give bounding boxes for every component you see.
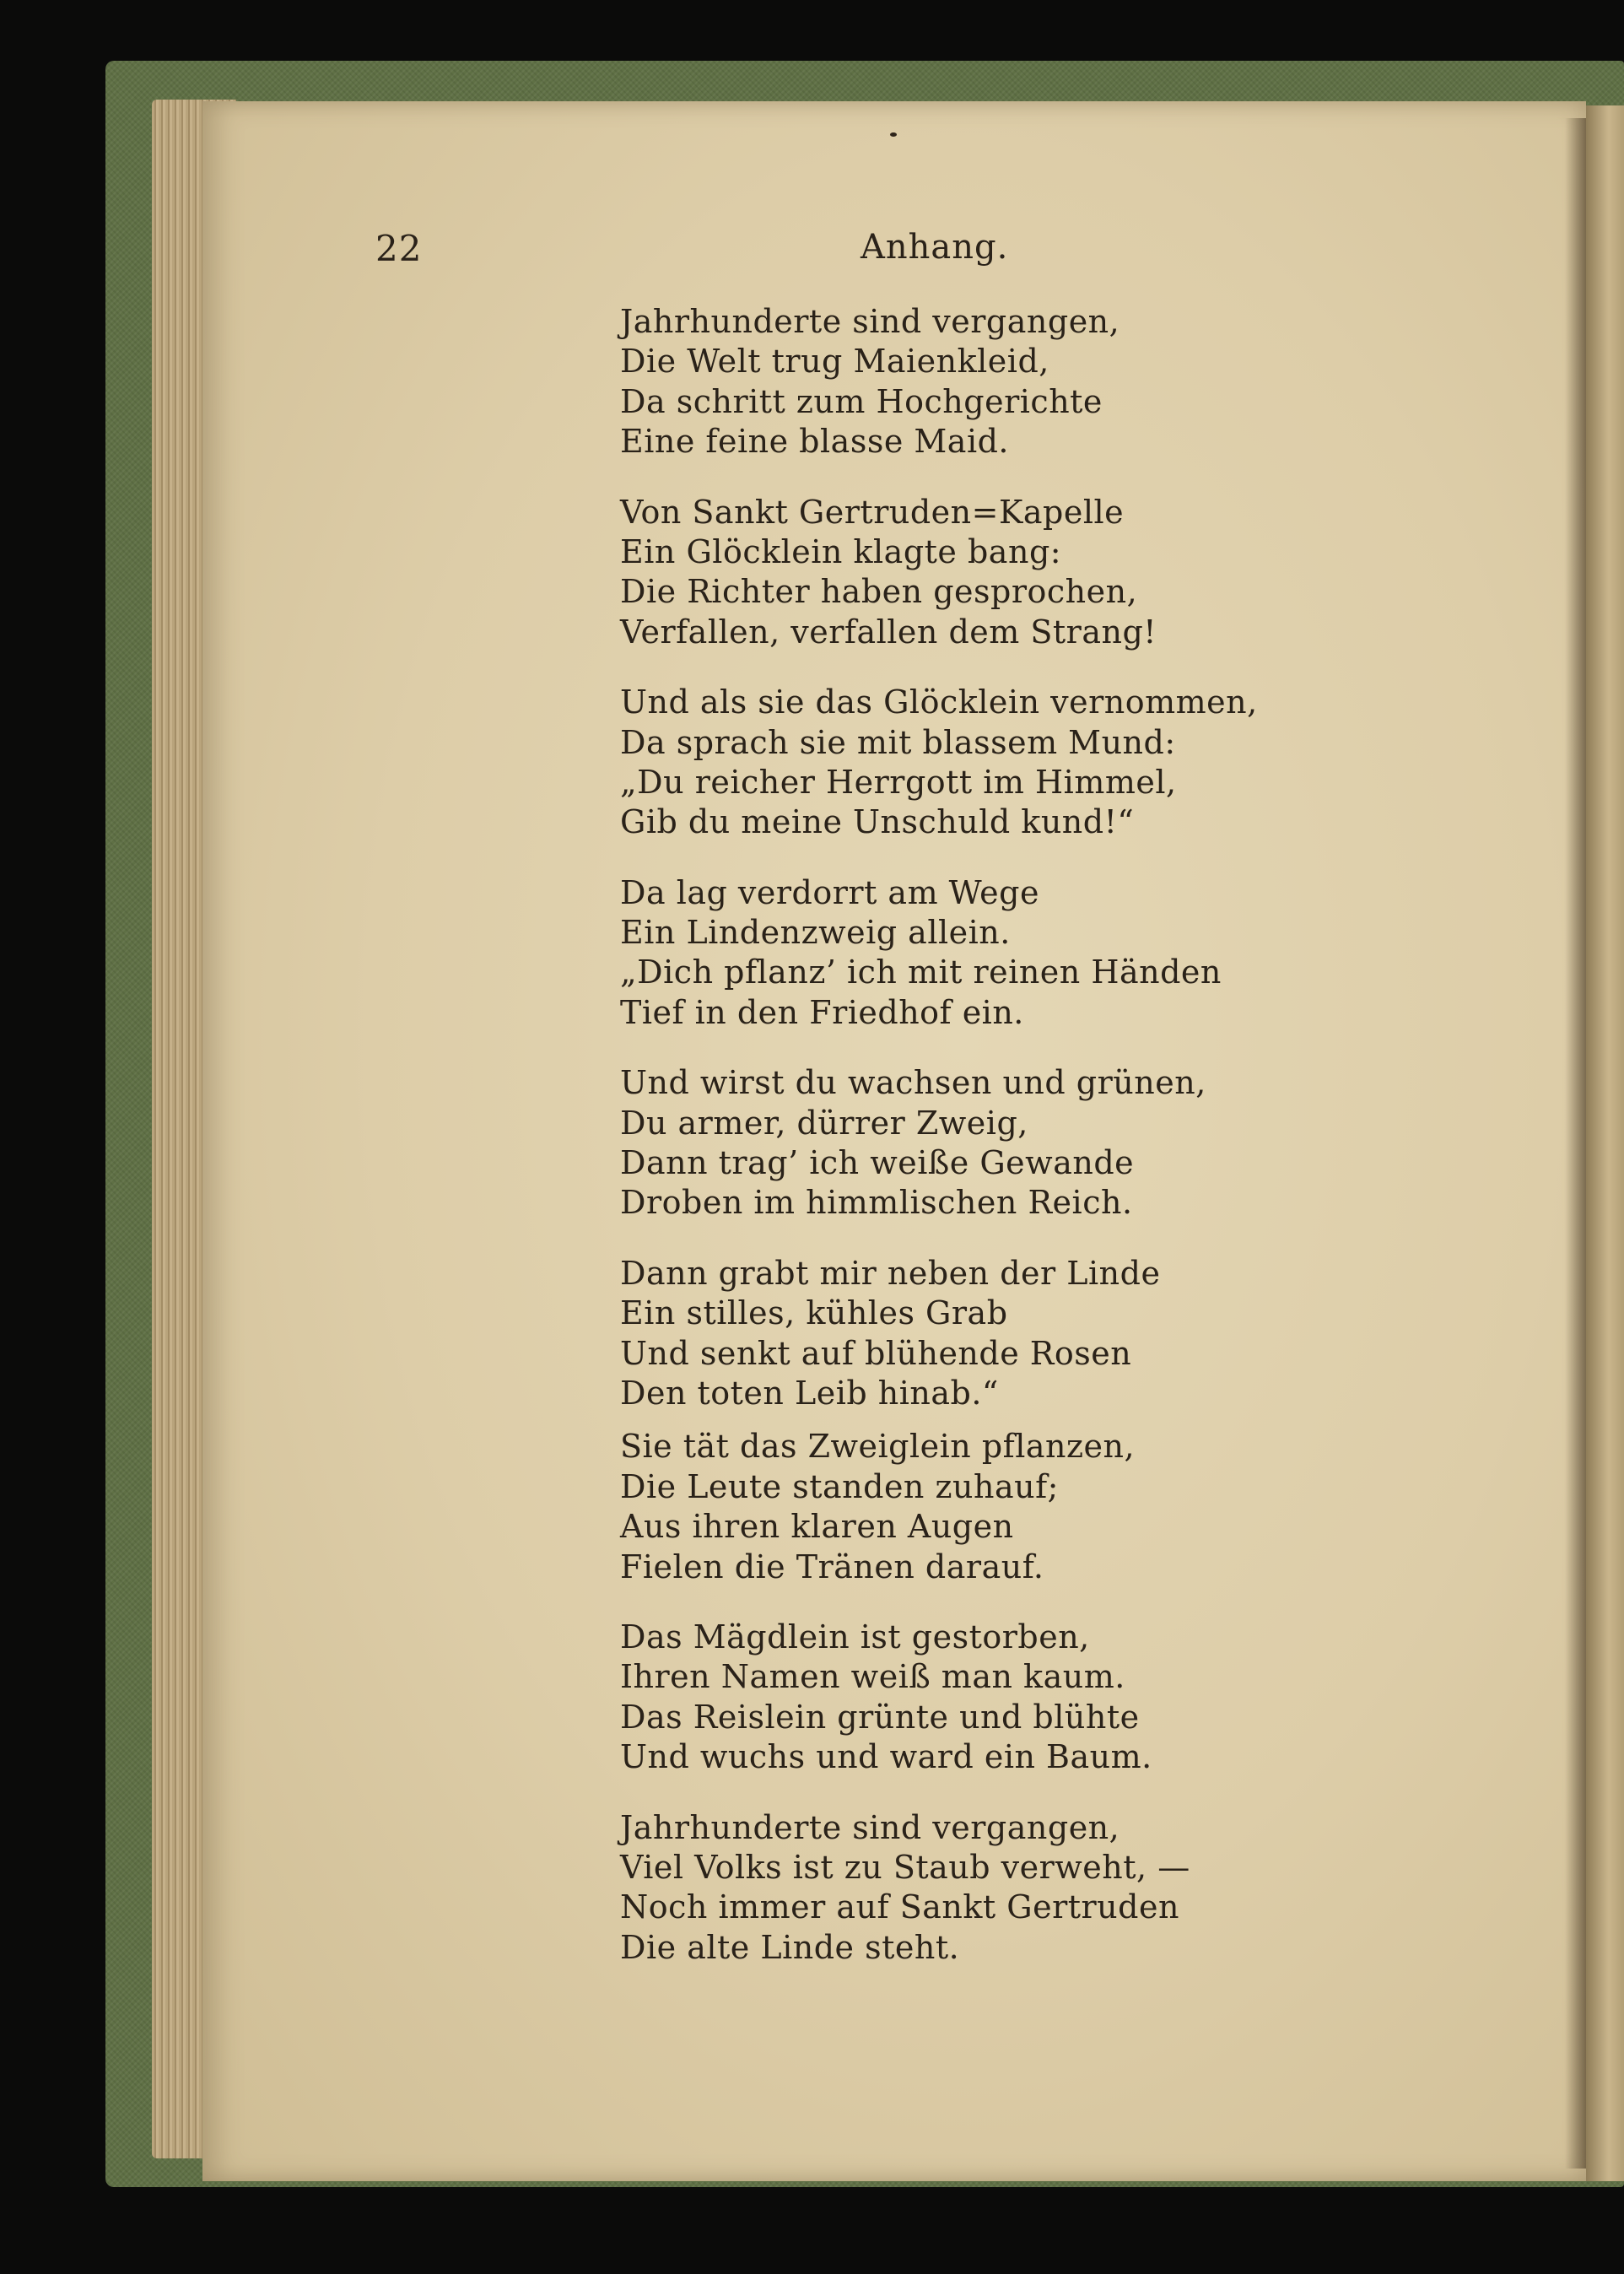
stanza — [620, 1063, 1514, 1223]
poem-line: Den toten Leib hinab.“ — [620, 1374, 999, 1412]
poem-line: Von Sankt Gertruden=Kapelle — [620, 493, 1125, 531]
poem-line: Sie tät das Zweiglein pflanzen, — [620, 1428, 1136, 1466]
poem-line: Dann trag’ ich weiße Gewande — [620, 1144, 1135, 1182]
poem-line: Da sprach sie mit blassem Mund: — [620, 723, 1176, 761]
poem-line: Das Mägdlein ist gestorben, — [620, 1618, 1090, 1656]
poem-line: Du armer, dürrer Zweig, — [620, 1104, 1028, 1142]
poem-line: Ein Lindenzweig allein. — [620, 914, 1011, 952]
poem-line: Und wuchs und ward ein Baum. — [620, 1738, 1152, 1776]
poem-line: Und als sie das Glöcklein vernommen, — [620, 683, 1258, 721]
running-head: Anhang. — [861, 228, 1009, 267]
poem-line: Verfallen, verfallen dem Strang! — [620, 613, 1157, 651]
poem-line: „Du reicher Herrgott im Himmel, — [620, 763, 1177, 801]
poem-line: Fielen die Tränen darauf. — [620, 1548, 1044, 1585]
poem-line: Und wirst du wachsen und grünen, — [620, 1064, 1206, 1102]
poem-line: Da schritt zum Hochgerichte — [620, 382, 1103, 420]
poem-line: Die alte Linde steht. — [620, 1928, 960, 1966]
poem-line: Gib du meine Unschuld kund!“ — [620, 803, 1135, 841]
poem-line: Viel Volks ist zu Staub verweht, — — [620, 1848, 1190, 1886]
poem-line: Ihren Namen weiß man kaum. — [620, 1658, 1125, 1696]
facing-page-edge — [1586, 105, 1624, 2181]
page-number: 22 — [375, 228, 423, 269]
poem-line: Die Richter haben gesprochen, — [620, 573, 1138, 611]
poem-line: Droben im himmlischen Reich. — [620, 1184, 1133, 1222]
ink-speck — [890, 132, 897, 137]
stanza — [620, 873, 1514, 1034]
poem-line: Dann grabt mir neben der Linde — [620, 1254, 1161, 1292]
poem-line: Da lag verdorrt am Wege — [620, 873, 1039, 911]
poem-line: Eine feine blasse Maid. — [620, 423, 1010, 461]
poem-line: Aus ihren klaren Augen — [620, 1508, 1014, 1546]
poem-line: Das Reislein grünte und blühte — [620, 1698, 1140, 1736]
poem-line: Die Welt trug Maienkleid, — [620, 343, 1049, 381]
poem-line: Die Leute standen zuhauf; — [620, 1467, 1059, 1505]
stanza — [620, 1427, 1514, 1587]
stanza — [620, 493, 1514, 653]
poem — [620, 302, 1514, 1998]
stanza — [620, 1254, 1514, 1414]
poem-line: Tief in den Friedhof ein. — [620, 993, 1024, 1031]
stanza — [620, 1618, 1514, 1778]
poem-line: Ein stilles, kühles Grab — [620, 1294, 1008, 1332]
gutter-shadow — [1565, 118, 1586, 2169]
stanza — [620, 302, 1514, 462]
poem-line: Ein Glöcklein klagte bang: — [620, 532, 1062, 570]
poem-line: Und senkt auf blühende Rosen — [620, 1334, 1132, 1372]
stanza — [620, 1808, 1514, 1969]
poem-line: „Dich pflanz’ ich mit reinen Händen — [620, 953, 1222, 991]
poem-line: Jahrhunderte sind vergangen, — [620, 1808, 1120, 1846]
stanza — [620, 683, 1514, 843]
poem-line: Noch immer auf Sankt Gertruden — [620, 1888, 1179, 1926]
poem-line: Jahrhunderte sind vergangen, — [620, 303, 1120, 340]
